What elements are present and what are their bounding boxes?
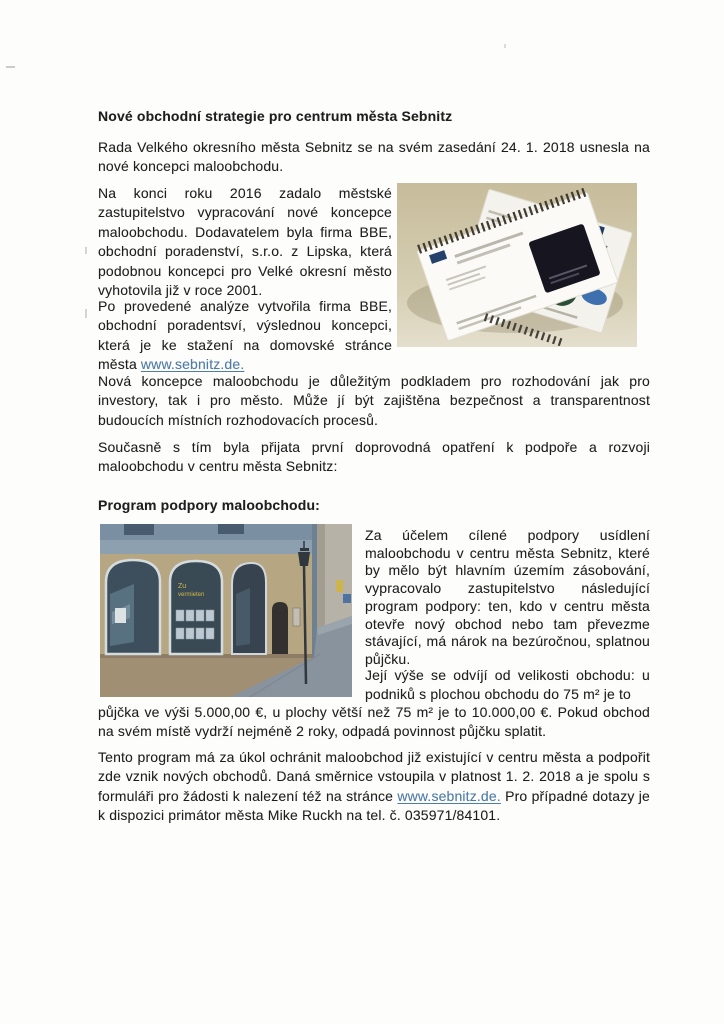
scan-artifact — [85, 309, 87, 318]
scan-artifact — [504, 44, 506, 48]
sebnitz-link-2[interactable]: www.sebnitz.de. — [397, 787, 501, 804]
loan-paragraph-continued: půjčka ve výši 5.000,00 €, u plochy větší než 75 m² je to 10.000,00 €. Pokud obchod na svém místě vydrží nejméně 2 roky, odpadá povinnost půjčku splatit. — [98, 704, 650, 740]
intro-paragraph: Rada Velkého okresního města Sebnitz se na svém zasedání 24. 1. 2018 usnesla na nové koncepci maloobchodu. — [98, 139, 650, 175]
scan-artifact — [6, 66, 15, 68]
importance-paragraph: Nová koncepce maloobchodu je důležitým podkladem pro rozhodování jak pro investory, tak i pro město. Může jí být zajištěna bezpečnost a transparentnost budoucích místních rozhodovacích procesů. — [98, 373, 650, 428]
storefront-photo-illustration — [100, 524, 352, 697]
closing-paragraph — [98, 748, 650, 826]
document-title: Nové obchodní strategie pro centrum města Sebnitz — [98, 108, 453, 124]
measures-paragraph: Současně s tím byla přijata první doprovodná opatření k podpoře a rozvoji maloobchodu v centru města Sebnitz: — [98, 439, 650, 475]
storefront-photo — [100, 524, 352, 697]
reports-photo-illustration — [397, 183, 637, 347]
program-heading: Program podpory maloobchodu: — [98, 497, 320, 513]
analysis-paragraph — [98, 297, 392, 375]
closing-text-before: Tento program má za úkol ochránit maloobchod již existující v centru města a podpořit zde vznik nových obchodů. Daná směrnice vstoupila v platnost 1. 2. 2018 a je spolu s formuláři pro žádosti k nalezení též na stránce — [98, 749, 650, 804]
scan-artifact — [85, 247, 87, 254]
loan-paragraph-beside-photo: Její výše se odvíjí od velikosti obchodu: u podniků s plochou obchodu do 75 m² je to — [365, 667, 650, 703]
program-paragraph: Za účelem cílené podpory usídlení maloobchodu v centru města Sebnitz, které by mělo být hlavním územím zásobování, vypracovalo zastupitelstvo následující program podpory: ten, kdo v centru města otevře nový obchod nebo tam převezme stávající, má nárok na bezúročnou, splatnou půjčku. — [365, 527, 650, 667]
reports-photo — [397, 183, 637, 347]
sebnitz-link[interactable]: www.sebnitz.de. — [140, 356, 245, 373]
closing-text-after: Pro případné dotazy je k dispozici primátor města Mike Ruckh na tel. č. 035971/84101. — [98, 787, 650, 824]
analysis-text: Po provedené analýze vytvořila firma BBE, obchodní poradentsví, výslednou koncepci, která je ke stažení na domovské stránce města — [98, 298, 392, 373]
commission-paragraph: Na konci roku 2016 zadalo městské zastupitelstvo vypracování nové koncepce maloobchodu. Dodavatelem byla firma BBE, obchodní poradenství, s.r.o. z Lipska, která podobnou koncepci pro Velké okresní město vyhotovila již v roce 2001. — [98, 185, 392, 299]
